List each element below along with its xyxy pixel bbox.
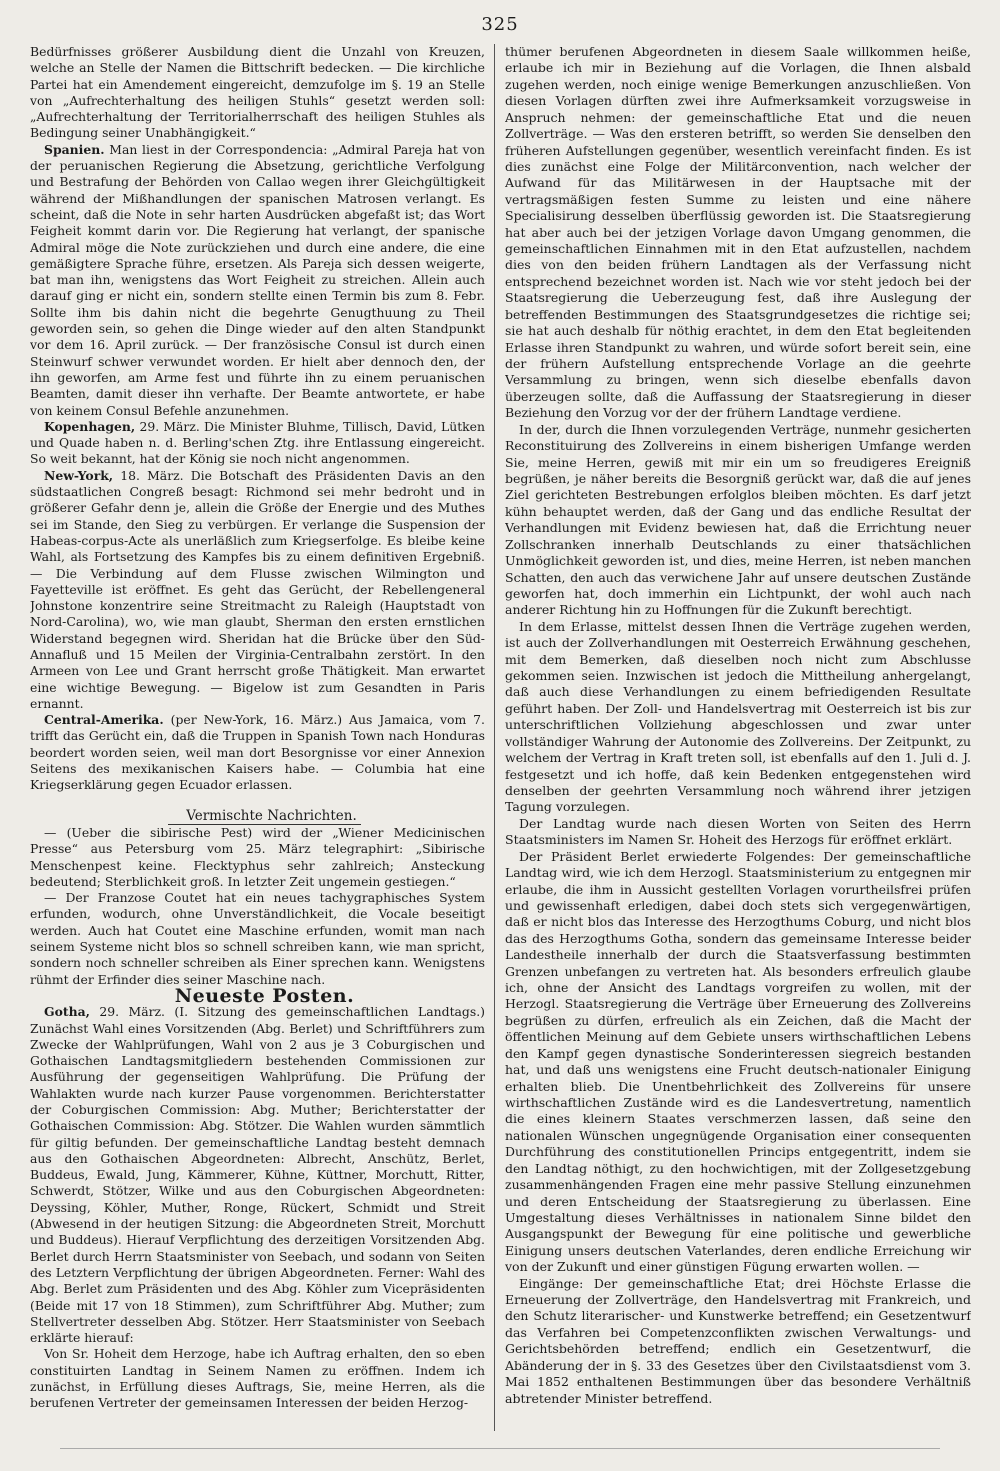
section-title-vermischte: Vermischte Nachrichten. [30, 808, 485, 825]
section-title-neueste-posten: Neueste Posten. [174, 984, 355, 1007]
speech-opening: Von Sr. Hoheit dem Herzoge, habe ich Auftrag erhalten, den so eben constituirten Landtag in Seinem Namen zu eröffnen. Indem ich zunächst, in Erfüllung dieses Auftrags, Sie, meine Herren, als die berufenen Vertreter der gemeinsamen Interessen der beiden Herzog- [30, 1346, 485, 1411]
landtag-opened: Der Landtag wurde nach diesen Worten von Seiten des Herrn Staatsministers im Namen Sr. Hoheit des Herzogs für eröffnet erklärt. [505, 815, 971, 848]
dateline-newyork: New-York, [44, 467, 114, 483]
dateline-kopenhagen: Kopenhagen, [44, 418, 136, 434]
article-central-amerika [30, 712, 485, 793]
article-gotha-text: 29. März. (I. Sitzung des gemeinschaftlichen Landtags.) Zunächst Wahl eines Vorsitzenden (Abg. Berlet) und Schriftführers zum Zwecke der Wahlprüfungen, Wahl von 2 aus je 3 Coburgischen und Gothaischen Landtagsmitgliedern bestehenden Commissionen zur Ausführung der gegenseitigen Wahlprüfung. Die Prüfung der Wahlakten wurde nach kurzer Pause vorgenommen. Berichterstatter der Coburgischen Commission: Abg. Muther; Berichterstatter der Gothaischen Commission: Abg. Stötzer. Die Wahlen wurden sämmtlich für giltig befunden. Der gemeinschaftliche Landtag besteht demnach aus den Gothaischen Abgeordneten: Albrecht, Anschütz, Berlet, Buddeus, Ewald, Jung, Kämmerer, Kühne, Küttner, Morchutt, Ritter, Schwerdt, Stötzer, Wilke und aus den Coburgischen Abgeordneten: Deyssing, Köhler, Muther, Ronge, Rückert, Schmidt und Streit (Abwesend in der heutigen Sitzung: die Abgeordneten Streit, Morchutt und Buddeus). Hierauf Verpflichtung des derzeitigen Vorsitzenden Abg. Berlet durch Herrn Staatsminister von Seebach, und sodann von Seiten des Letztern Verpflichtung der übrigen Abgeordneten. Ferner: Wahl des Abg. Berlet zum Präsidenten und des Abg. Köhler zum Vicepräsidenten (Beide mit 17 von 18 Stimmen), zum Schriftführer Abg. Muther; zum Stellvertreter desselben Abg. Stötzer. Herr Staatsminister von Seebach erklärte hierauf: [30, 1004, 485, 1346]
speech-continuation: thümer berufenen Abgeordneten in diesem Saale willkommen heiße, erlaube ich mir in Beziehung auf die Vorlagen, die Ihnen alsbald zugehen werden, noch einige wenige Bemerkungen anzuschließen. Von diesen Vorlagen dürften zwei ihre Aufmerksamkeit vorzugsweise in Anspruch nehmen: der gemeinschaftliche Etat und die neuen Zollverträge. — Was den ersteren betrifft, so werden Sie denselben den früheren Aufstellungen gegenüber, wesentlich vereinfacht finden. Es ist dies zunächst eine Folge der Militärconvention, nach welcher der Aufwand für das Militärwesen in der Hauptsache mit der vertragsmäßigen festen Summe zu leisten und eine nähere Specialisirung desselben überflüssig geworden ist. Die Staatsregierung hat aber auch bei der jetzigen Vorlage davon Umgang genommen, die gemeinschaftlichen Einnahmen mit in den Etat aufzustellen, nachdem dies von den beiden frühern Landtagen als der Verfassung nicht entsprechend bezeichnet worden ist. Nach wie vor steht jedoch bei der Staatsregierung die Ueberzeugung fest, daß ihre Auslegung der betreffenden Bestimmungen des Staatsgrundgesetzes die richtige sei; sie hat auch deshalb für nöthig erachtet, in dem den Etat begleitenden Erlasse ihren Standpunkt zu wahren, und würde sofort bereit sein, eine der frühern Aufstellung entsprechende Vorlage an die geehrte Versammlung zu bringen, wenn sich dieselbe ebenfalls davon überzeugen sollte, daß die Auffassung der Staatsregierung in dieser Beziehung den Vorzug vor der der frühern Landtage verdiene. [505, 44, 971, 421]
article-spanien [30, 142, 485, 419]
news-item-pest: — (Ueber die sibirische Pest) wird der „Wiener Medicinischen Presse“ aus Petersburg vom 25. März telegraphirt: „Sibirische Menschenpest keine. Flecktyphus sehr zahlreich; Ansteckung bedeutend; Sterblichkeit groß. In letzter Zeit ungemein gestiegen.“ [30, 824, 485, 889]
president-reply: Der Präsident Berlet erwiederte Folgendes: Der gemeinschaftliche Landtag wird, wie ich dem Herzogl. Staatsministerium zu entgegnen mir erlaube, die ihm in Aussicht gestellten Vorlagen vorurtheilsfrei prüfen und gewissenhaft erledigen, dabei doch stets sich vergegenwärtigen, daß er nicht blos das Interesse des Herzogthums Coburg, und nicht blos das des Herzogthums Gotha, sondern das gemeinsame Interesse beider Landestheile innerhalb der durch die Staatsverfassung bestimmten Grenzen unbefangen zu vertreten hat. Als besonders erfreulich glaube ich, ohne der Ansicht des Landtags vorgreifen zu wollen, mit der Herzogl. Staatsregierung die Verträge über Erneuerung des Zollvereins begrüßen zu dürfen, erfreulich als ein Zeichen, daß die Macht der öffentlichen Meinung auf dem Gebiete unsers wirthschaftlichen Lebens den Kampf gegen dynastische Sonderinteressen siegreich bestanden hat, und daß uns wenigstens eine Frucht deutsch-nationaler Einigung erhalten blieb. Die Unentbehrlichkeit des Zollvereins für unsere wirthschaftlichen Zustände wird es die Landesvertretung, namentlich die eines kleinern Staates verschmerzen lassen, daß seine den nationalen Wünschen ungegnügende Organisation einer consequenten Durchführung des constitutionellen Princips entgegentritt, indem sie den Landtag nöthigt, zu den hochwichtigen, mit der Zollgesetzgebung zusammenhängenden Fragen eine mehr passive Stellung einzunehmen und deren Entscheidung der Staatsregierung zu überlassen. Eine Umgestaltung dieses Verhältnisses in nationalem Sinne bildet den Ausgangspunkt der Bewegung für eine politische und gewerbliche Einigung unsers deutschen Vaterlandes, deren endliche Erreichung wir von der Zukunft und einer günstigen Fügung erwarten wollen. — [505, 848, 971, 1275]
article-spanien-text: Man liest in der Correspondencia: „Admiral Pareja hat von der peruanischen Regierung die Absetzung, gerichtliche Verfolgung und Bestrafung der Behörden von Callao wegen ihrer Gleichgültigkeit während der Mißhandlungen der spanischen Matrosen verlangt. Es scheint, daß die Note in sehr harten Ausdrücken abgefaßt ist; das Wort Feigheit kommt darin vor. Die Regierung hat verlangt, der spanische Admiral möge die Note zurückziehen und durch eine andere, die eine gemäßigtere Sprache führe, ersetzen. Als Pareja sich dessen weigerte, bat man ihn, wenigstens das Wort Feigheit zu streichen. Allein auch darauf ging er nicht ein, sondern stellte einen Termin bis zum 8. Febr. Sollte ihm bis dahin nicht die begehrte Genugthuung zu Theil geworden sein, so gehen die Dinge wieder auf den alten Standpunkt vor dem 16. April zurück. — Der französische Consul ist durch einen Steinwurf schwer verwundet worden. Er hielt aber dennoch den, der ihn geworfen, am Arme fest und führte ihn zu einem peruanischen Beamten, damit dieser ihn verhafte. Der Beamte antwortete, er habe von keinem Consul Befehle anzunehmen. [30, 141, 485, 418]
article-newyork-text: 18. März. Die Botschaft des Präsidenten Davis an den südstaatlichen Congreß besagt: Richmond sei mehr bedroht und in größerer Gefahr denn je, allein die Größe der Energie und des Muthes sei im Stande, den Sieg zu verbürgen. Er verlange die Suspension der Habeas-corpus-Acte als unerläßlich zum Kriegserfolge. Es bleibe keine Wahl, als Fortsetzung des Kampfes bis zu einem definitiven Ergebniß. — Die Verbindung auf dem Flusse zwischen Wilmington und Fayetteville ist eröffnet. Es geht das Gerücht, der Rebellengeneral Johnstone konzentrire seine Streitmacht zu Raleigh (Hauptstadt von Nord-Carolina), wo, wie man glaubt, Sherman den ersten ernstlichen Widerstand begegnen wird. Sheridan hat die Brücke über den Süd-Annafluß und 15 Meilen der Virginia-Centralbahn zerstört. In den Armeen von Lee und Grant herrscht große Thätigkeit. Man erwartet eine wichtige Bewegung. — Bigelow ist zum Gesandten in Paris ernannt. [30, 467, 485, 711]
footer-rule [60, 1448, 940, 1449]
article-gotha [30, 1004, 485, 1346]
article-kopenhagen [30, 419, 485, 468]
column-divider [494, 44, 495, 1431]
dateline-spanien: Spanien. [44, 141, 105, 157]
article-central-amerika-text: (per New-York, 16. März.) Aus Jamaica, vom 7. trifft das Gerücht ein, daß die Truppen in Spanish Town nach Honduras beordert worden seien, weil man dort Besorgnisse vor einer Annexion Seitens des mexikanischen Kaisers habe. — Columbia hat eine Kriegserklärung gegen Ecuador erlassen. [30, 712, 485, 793]
speech-zollverein: In der, durch die Ihnen vorzulegenden Verträge, nunmehr gesicherten Reconstituirung des Zollvereins in einem bisherigen Umfange werden Sie, meine Herren, gewiß mit mir ein um so freudigeres Ereigniß begrüßen, je näher bereits die Besorgniß gerückt war, daß die auf jenes Ziel gerichteten Bestrebungen erfolglos bleiben möchten. Es darf jetzt kühn behauptet werden, daß der Gang und das endliche Resultat der Verhandlungen mit Evidenz bewiesen hat, daß die Errichtung neuer Zollschranken innerhalb Deutschlands zu einer thatsächlichen Unmöglichkeit geworden ist, und dies, meine Herren, ist neben manchen Schatten, den auch das verwichene Jahr auf unsere deutschen Zustände geworfen hat, doch immerhin ein Lichtpunkt, der wohl auch nach anderer Richtung hin zu Hoffnungen für die Zukunft berechtigt. [505, 421, 971, 618]
news-item-coutet: — Der Franzose Coutet hat ein neues tachygraphisches System erfunden, wodurch, ohne Unverständlichkeit, die Vocale beseitigt werden. Auch hat Coutet eine Maschine erfunden, womit man nach seinem Systeme nicht blos so schnell schreiben kann, wie man spricht, sondern noch schneller schreiben als Einer sprechen kann. Wenigstens rühmt der Erfinder dies seiner Maschine nach. [30, 890, 485, 987]
left-column [30, 44, 485, 1431]
article-kopenhagen-text: 29. März. Die Minister Bluhme, Tillisch, David, Lütken und Quade haben n. d. Berling'schen Ztg. ihre Entlassung eingereicht. So weit bekannt, hat der König sie noch nicht angenommen. [30, 418, 485, 467]
dateline-gotha: Gotha, [44, 1004, 90, 1020]
paragraph-petition: Bedürfnisses größerer Ausbildung dient die Unzahl von Kreuzen, welche an Stelle der Namen die Bittschrift bedecken. — Die kirchliche Partei hat ein Amendement eingereicht, demzufolge im §. 19 an Stelle von „Aufrechterhaltung des heiligen Stuhls“ gesetzt werden soll: „Aufrechterhaltung der Territorialherrschaft des heiligen Stuhles als Bedingung seiner Unabhängigkeit.“ [30, 44, 485, 141]
page-number: 325 [481, 14, 519, 35]
right-column [505, 44, 971, 1431]
article-newyork [30, 468, 485, 712]
speech-oesterreich: In dem Erlasse, mittelst dessen Ihnen die Verträge zugehen werden, ist auch der Zollverhandlungen mit Oesterreich Erwähnung geschehen, mit dem Bemerken, daß dieselben noch nicht zum Abschlusse gekommen seien. Inzwischen ist jedoch die Mittheilung anhergelangt, daß auch diese Verhandlungen zu einem befriedigenden Resultate geführt haben. Der Zoll- und Handelsvertrag mit Oesterreich ist bis zur unterschriftlichen Vollziehung abgeschlossen und zwar unter vollständiger Wahrung der Autonomie des Zollvereins. Der Zeitpunkt, zu welchem der Vertrag in Kraft treten soll, ist ebenfalls auf den 1. Juli d. J. festgesetzt und ich hoffe, daß kein Bedenken entgegenstehen wird denselben der geehrten Versammlung noch während ihrer jetzigen Tagung vorzulegen. [505, 618, 971, 815]
dateline-central-amerika: Central-Amerika. [44, 712, 164, 728]
eingaenge: Eingänge: Der gemeinschaftliche Etat; drei Höchste Erlasse die Erneuerung der Zollverträge, den Handelsvertrag mit Frankreich, und den Schutz literarischer- und Kunstwerke betreffend; ein Gesetzentwurf das Verfahren bei Competenzconflikten zwischen Verwaltungs- und Gerichtsbehörden betreffend; endlich ein Gesetzentwurf, die Abänderung der in §. 33 des Gesetzes über den Civilstaatsdienst vom 3. Mai 1852 enthaltenen Bestimmungen über das besondere Verhältniß abtretender Minister betreffend. [505, 1275, 971, 1406]
